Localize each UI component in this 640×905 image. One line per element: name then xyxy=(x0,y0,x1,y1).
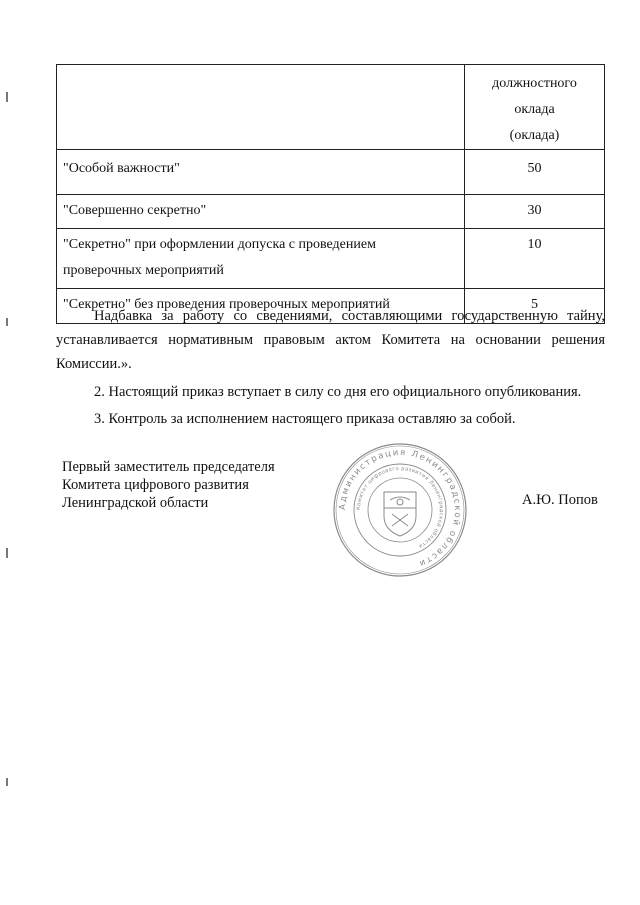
table-row xyxy=(57,195,605,229)
scan-mark xyxy=(6,318,8,326)
scan-mark xyxy=(6,548,8,558)
header-percent-cell xyxy=(465,65,605,150)
item-3-paragraph: 3. Контроль за исполнением настоящего приказа оставляю за собой. xyxy=(94,411,516,427)
surcharge-paragraph: Надбавка за работу со сведениями, составляющими государственную тайну, устанавливается нормативным правовым актом Комитета на основании решения Комиссии.». xyxy=(56,308,605,372)
signer-position xyxy=(62,458,275,512)
header-percent-line2: (оклада) xyxy=(509,128,560,143)
scan-mark xyxy=(6,92,8,102)
table-row xyxy=(57,229,605,289)
signer-position-line3: Ленинградской области xyxy=(62,495,209,511)
coat-of-arms-icon xyxy=(384,492,416,536)
level-cell: "Совершенно секретно" xyxy=(57,195,465,229)
clearance-surcharge-table xyxy=(56,64,605,324)
scan-mark xyxy=(6,778,8,786)
header-percent-line1: должностного оклада xyxy=(492,76,577,117)
level-cell: "Секретно" без проведения проверочных мероприятий xyxy=(57,289,465,324)
percent-cell: 10 xyxy=(465,229,605,289)
seal-outer-textpath: Администрация Ленинградской области xyxy=(337,447,463,569)
percent-cell: 5 xyxy=(465,289,605,324)
percent-cell: 50 xyxy=(465,150,605,195)
signer-name: А.Ю. Попов xyxy=(522,492,598,508)
level-cell: "Секретно" при оформлении допуска с проведением проверочных мероприятий xyxy=(57,229,465,289)
level-cell: "Особой важности" xyxy=(57,150,465,195)
signer-position-line2: Комитета цифрового развития xyxy=(62,477,249,493)
official-seal-stamp xyxy=(332,442,468,578)
table-row xyxy=(57,150,605,195)
item-2-paragraph: 2. Настоящий приказ вступает в силу со дня его официального опубликования. xyxy=(94,384,582,400)
seal-inner-textpath: Комитет цифрового развития Ленинградской области xyxy=(355,465,445,550)
percent-cell: 30 xyxy=(465,195,605,229)
seal-rings xyxy=(334,444,466,576)
header-level-cell xyxy=(57,65,465,150)
signer-position-line1: Первый заместитель председателя xyxy=(62,459,275,475)
table-header-row xyxy=(57,65,605,150)
